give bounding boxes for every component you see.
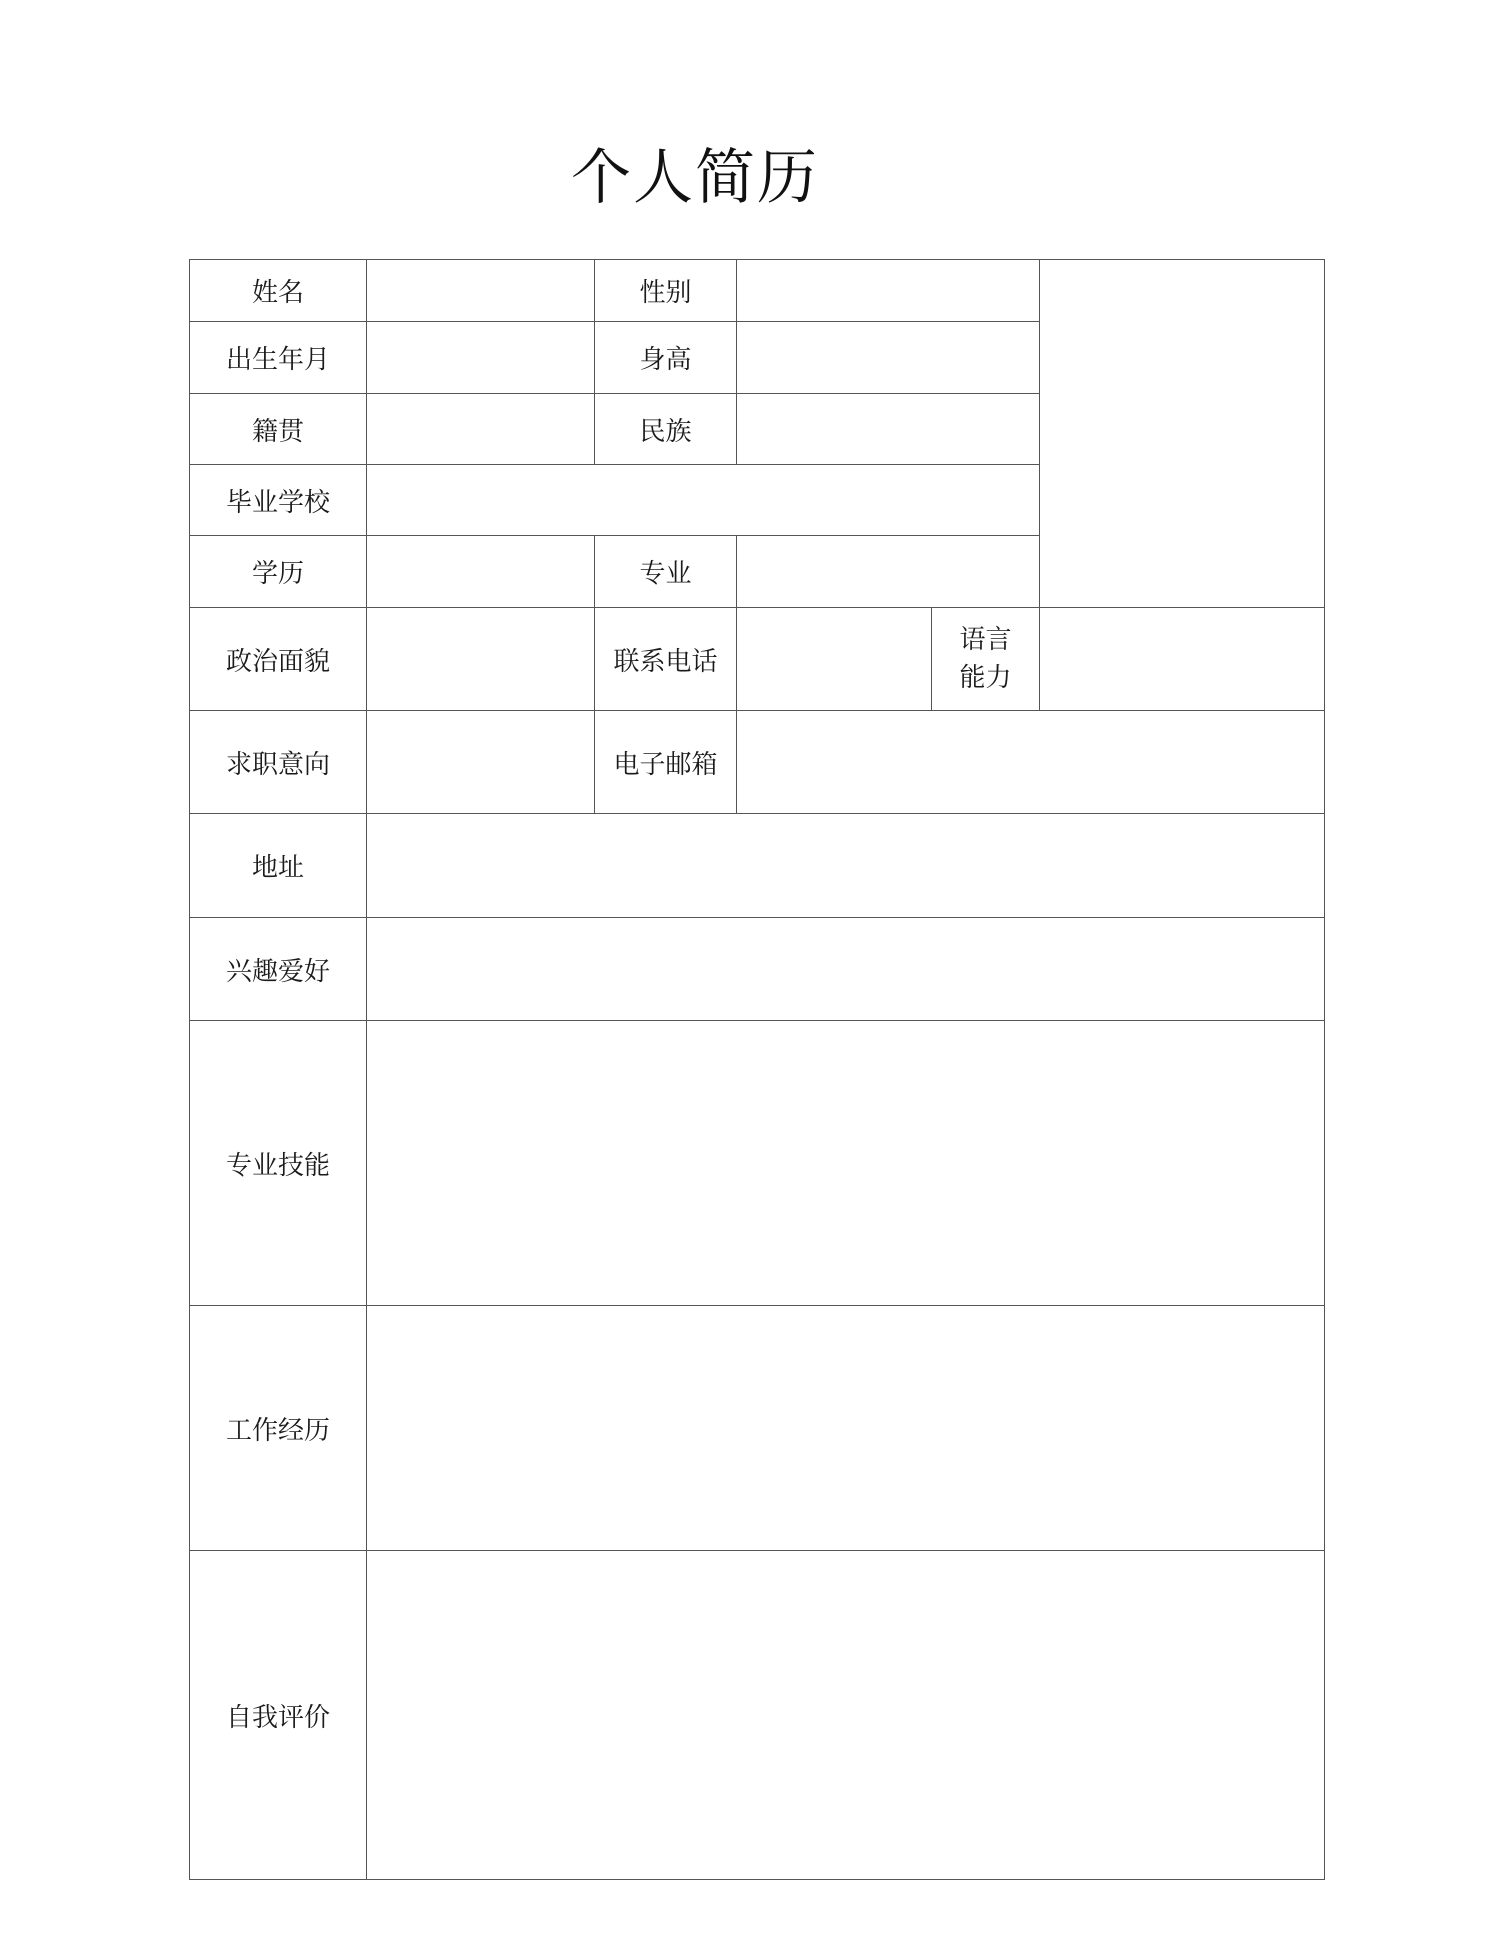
self-eval-field[interactable] — [367, 1551, 1325, 1880]
row-political — [190, 608, 1325, 711]
skills-label: 专业技能 — [190, 1021, 367, 1306]
ethnicity-field[interactable] — [737, 394, 1040, 465]
height-field[interactable] — [737, 322, 1040, 394]
skills-field[interactable] — [367, 1021, 1325, 1306]
row-hobbies — [190, 918, 1325, 1021]
photo-area[interactable] — [1040, 260, 1325, 608]
name-label: 姓名 — [190, 260, 367, 322]
email-field[interactable] — [737, 711, 1325, 814]
major-field[interactable] — [737, 536, 1040, 608]
self-eval-label: 自我评价 — [190, 1551, 367, 1880]
work-field[interactable] — [367, 1306, 1325, 1551]
language-field[interactable] — [1040, 608, 1325, 711]
intent-label: 求职意向 — [190, 711, 367, 814]
address-field[interactable] — [367, 814, 1325, 918]
phone-label: 联系电话 — [595, 608, 737, 711]
major-label: 专业 — [595, 536, 737, 608]
row-name — [190, 260, 1325, 322]
row-self-eval — [190, 1551, 1325, 1880]
row-work — [190, 1306, 1325, 1551]
education-label: 学历 — [190, 536, 367, 608]
birth-label: 出生年月 — [190, 322, 367, 394]
page-title: 个人简历 — [571, 143, 819, 213]
origin-field[interactable] — [367, 394, 595, 465]
resume-table — [189, 259, 1325, 1880]
school-label: 毕业学校 — [190, 465, 367, 536]
name-field[interactable] — [367, 260, 595, 322]
gender-field[interactable] — [737, 260, 1040, 322]
intent-field[interactable] — [367, 711, 595, 814]
origin-label: 籍贯 — [190, 394, 367, 465]
political-label: 政治面貌 — [190, 608, 367, 711]
birth-field[interactable] — [367, 322, 595, 394]
language-label — [932, 608, 1040, 711]
email-label: 电子邮箱 — [595, 711, 737, 814]
education-field[interactable] — [367, 536, 595, 608]
hobbies-field[interactable] — [367, 918, 1325, 1021]
language-label-line1: 语言 — [959, 625, 1012, 655]
political-field[interactable] — [367, 608, 595, 711]
phone-field[interactable] — [737, 608, 932, 711]
ethnicity-label: 民族 — [595, 394, 737, 465]
row-address — [190, 814, 1325, 918]
language-label-line2: 能力 — [959, 663, 1012, 693]
row-intent — [190, 711, 1325, 814]
gender-label: 性别 — [595, 260, 737, 322]
row-skills — [190, 1021, 1325, 1306]
work-label: 工作经历 — [190, 1306, 367, 1551]
height-label: 身高 — [595, 322, 737, 394]
hobbies-label: 兴趣爱好 — [190, 918, 367, 1021]
school-field[interactable] — [367, 465, 1040, 536]
address-label: 地址 — [190, 814, 367, 918]
